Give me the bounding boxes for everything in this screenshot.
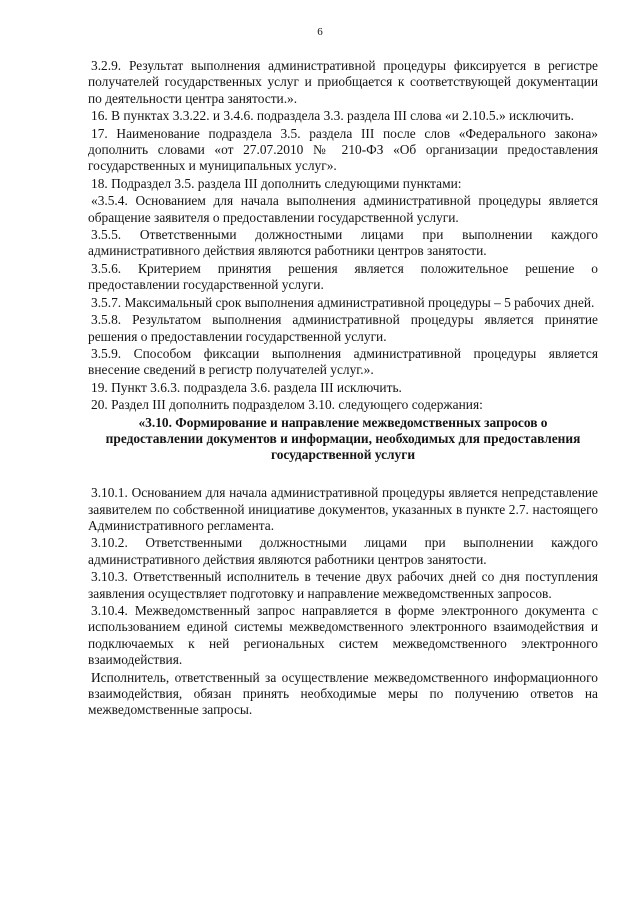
paragraph-3-5-5: 3.5.5. Ответственными должностными лицами при выполнении каждого административного действия являются работники центров занятости. bbox=[88, 227, 598, 259]
paragraph-16: 16. В пунктах 3.3.22. и 3.4.6. подраздела 3.3. раздела III слова «и 2.10.5.» исключить. bbox=[91, 108, 574, 124]
paragraph-3-10-4: 3.10.4. Межведомственный запрос направляется в форме электронного документа с использованием единой системы межведомственного электронного взаимодействия и подключаемых к ней региональных систем межведомственного электронного взаимодействия. bbox=[88, 602, 598, 668]
paragraph-executor: Исполнитель, ответственный за осуществление межведомственного информационного взаимодействия, обязан принять необходимые меры по получению ответов на межведомственные запросы. bbox=[88, 669, 598, 718]
paragraph-3-5-4: «3.5.4. Основанием для начала выполнения административной процедуры является обращение заявителя о предоставлении государственной услуги. bbox=[88, 193, 598, 225]
paragraph-3-5-8: 3.5.8. Результатом выполнения административной процедуры является принятие решения о предоставлении государственной услуги. bbox=[88, 312, 598, 344]
section-title-3-10: «3.10. Формирование и направление межведомственных запросов о предоставлении документов и информации, необходимых для предоставления государственной услуги bbox=[105, 414, 581, 462]
paragraph-3-5-7: 3.5.7. Максимальный срок выполнения административной процедуры – 5 рабочих дней. bbox=[91, 294, 595, 310]
paragraph-3-5-6: 3.5.6. Критерием принятия решения является положительное решение о предоставлении государственной услуги. bbox=[88, 260, 598, 293]
paragraph-3-10-2: 3.10.2. Ответственными должностными лицами при выполнении каждого административного действия являются работники центров занятости. bbox=[88, 535, 598, 567]
paragraph-3-10-3: 3.10.3. Ответственный исполнитель в течение двух рабочих дней со дня поступления заявления осуществляет подготовку и направление межведомственных запросов. bbox=[88, 569, 598, 601]
paragraph-3-10-1: 3.10.1. Основанием для начала административной процедуры является непредставление заявителем по собственной инициативе документов, указанных в пункте 2.7. настоящего Административного регламента. bbox=[88, 485, 598, 533]
paragraph-20: 20. Раздел III дополнить подразделом 3.10. следующего содержания: bbox=[91, 397, 483, 413]
paragraph-3-2-9: 3.2.9. Результат выполнения административной процедуры фиксируется в регистре получателей государственных услуг и приобщается к соответствующей документации по деятельности центра занятости.». bbox=[88, 58, 598, 106]
paragraph-17: 17. Наименование подраздела 3.5. раздела III после слов «Федерального закона» дополнить словами «от 27.07.2010 № 210-ФЗ «Об организации предоставления государственных и муниципальных услуг». bbox=[88, 125, 598, 174]
page-number: 6 bbox=[317, 26, 323, 38]
paragraph-18: 18. Подраздел 3.5. раздела III дополнить следующими пунктами: bbox=[91, 175, 462, 191]
paragraph-19: 19. Пункт 3.6.3. подраздела 3.6. раздела III исключить. bbox=[91, 379, 402, 395]
document-body bbox=[88, 58, 598, 719]
paragraph-3-5-9: 3.5.9. Способом фиксации выполнения административной процедуры является внесение сведений в регистр получателей услуг.». bbox=[88, 345, 598, 378]
section-gap bbox=[88, 463, 598, 485]
